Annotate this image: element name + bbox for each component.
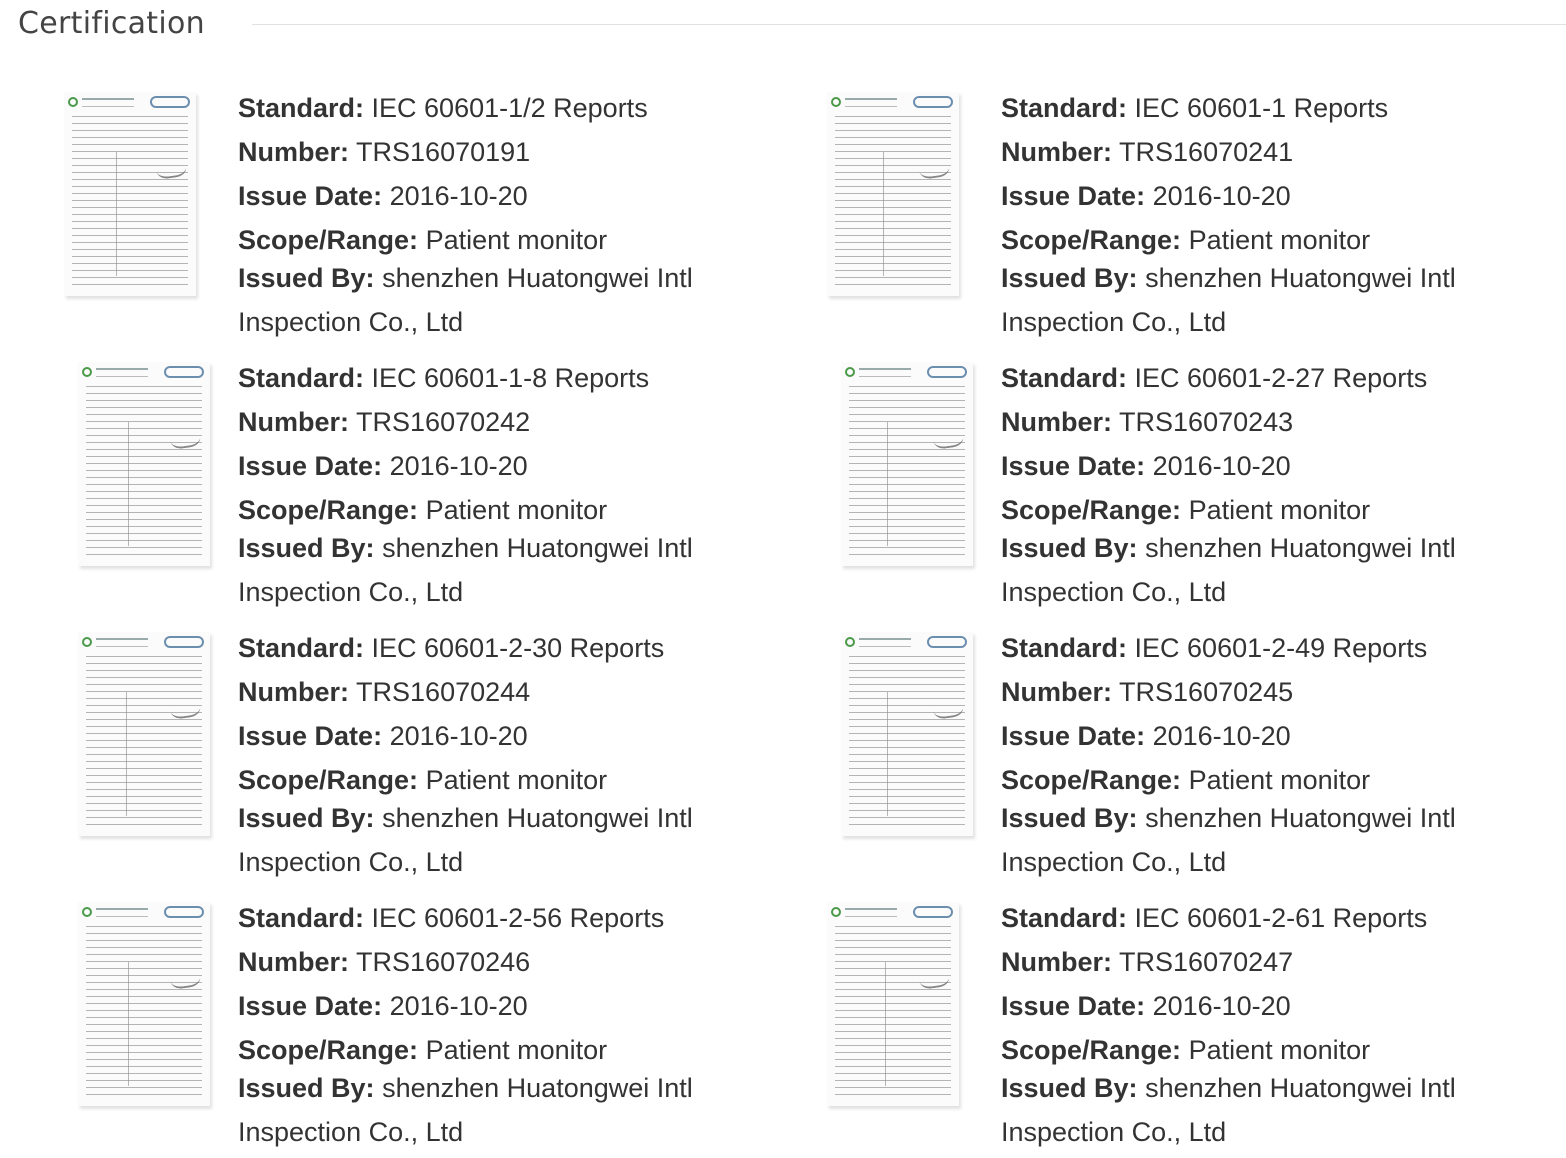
scope-value: Patient monitor xyxy=(425,765,608,795)
lab-logo-icon xyxy=(831,907,841,917)
standard-value: IEC 60601-2-61 Reports xyxy=(1134,903,1428,933)
accreditation-logo-icon xyxy=(927,366,967,378)
issue-date-value: 2016-10-20 xyxy=(1152,451,1291,481)
certificate-details: Standard: IEC 60601-1/2 Reports Number: TRS16070191 Issue Date: 2016-10-20 Scope/Range: Patient monitor Issued By: shenzhen Huatongwei Intl Inspection Co., Ltd xyxy=(238,86,758,344)
issue-date-value: 2016-10-20 xyxy=(389,721,528,751)
scope-value: Patient monitor xyxy=(1188,225,1371,255)
report-thumbnail[interactable] xyxy=(841,632,973,836)
section-header xyxy=(0,0,1566,60)
issuer-value-cont: Inspection Co., Ltd xyxy=(1001,847,1227,877)
report-thumbnail[interactable] xyxy=(841,362,973,566)
lab-logo-icon xyxy=(68,97,78,107)
issuer-value-cont: Inspection Co., Ltd xyxy=(238,307,464,337)
section-title: Certification xyxy=(18,6,205,41)
issue-date-value: 2016-10-20 xyxy=(1152,991,1291,1021)
scope-value: Patient monitor xyxy=(425,1035,608,1065)
standard-value: IEC 60601-2-27 Reports xyxy=(1134,363,1428,393)
lab-logo-icon xyxy=(82,637,92,647)
standard-value: IEC 60601-1-8 Reports xyxy=(371,363,650,393)
number-value: TRS16070241 xyxy=(1119,137,1294,167)
number-value: TRS16070245 xyxy=(1119,677,1294,707)
scope-value: Patient monitor xyxy=(1188,495,1371,525)
issuer-value: shenzhen Huatongwei Intl xyxy=(382,1073,693,1103)
issue-date-value: 2016-10-20 xyxy=(389,991,528,1021)
issuer-value-cont: Inspection Co., Ltd xyxy=(238,847,464,877)
report-thumbnail[interactable] xyxy=(78,362,210,566)
issuer-value: shenzhen Huatongwei Intl xyxy=(382,263,693,293)
issuer-value-cont: Inspection Co., Ltd xyxy=(1001,307,1227,337)
number-value: TRS16070191 xyxy=(356,137,531,167)
report-thumbnail[interactable] xyxy=(827,902,959,1106)
number-value: TRS16070244 xyxy=(356,677,531,707)
certificate-details: Standard: IEC 60601-1-8 Reports Number: TRS16070242 Issue Date: 2016-10-20 Scope/Range: Patient monitor Issued By: shenzhen Huatongwei Intl Inspection Co., Ltd xyxy=(238,356,758,614)
lab-logo-icon xyxy=(82,367,92,377)
accreditation-logo-icon xyxy=(150,96,190,108)
scope-value: Patient monitor xyxy=(425,495,608,525)
certificate-details: Standard: IEC 60601-2-49 Reports Number: TRS16070245 Issue Date: 2016-10-20 Scope/Range: Patient monitor Issued By: shenzhen Huatongwei Intl Inspection Co., Ltd xyxy=(1001,626,1521,884)
number-value: TRS16070247 xyxy=(1119,947,1294,977)
certificate-card xyxy=(64,362,764,612)
issuer-value-cont: Inspection Co., Ltd xyxy=(1001,1117,1227,1147)
certificate-details: Standard: IEC 60601-1 Reports Number: TRS16070241 Issue Date: 2016-10-20 Scope/Range: Patient monitor Issued By: shenzhen Huatongwei Intl Inspection Co., Ltd xyxy=(1001,86,1521,344)
lab-logo-icon xyxy=(845,367,855,377)
scope-value: Patient monitor xyxy=(425,225,608,255)
certificate-details: Standard: IEC 60601-2-27 Reports Number: TRS16070243 Issue Date: 2016-10-20 Scope/Range: Patient monitor Issued By: shenzhen Huatongwei Intl Inspection Co., Ltd xyxy=(1001,356,1521,614)
accreditation-logo-icon xyxy=(164,366,204,378)
issue-date-value: 2016-10-20 xyxy=(389,451,528,481)
issue-date-value: 2016-10-20 xyxy=(389,181,528,211)
report-thumbnail[interactable] xyxy=(827,92,959,296)
issuer-value: shenzhen Huatongwei Intl xyxy=(382,533,693,563)
lab-logo-icon xyxy=(845,637,855,647)
scope-value: Patient monitor xyxy=(1188,765,1371,795)
standard-value: IEC 60601-2-56 Reports xyxy=(371,903,665,933)
standard-value: IEC 60601-1 Reports xyxy=(1134,93,1389,123)
standard-value: IEC 60601-2-30 Reports xyxy=(371,633,665,663)
certificate-card xyxy=(64,92,764,342)
accreditation-logo-icon xyxy=(913,906,953,918)
report-thumbnail[interactable] xyxy=(64,92,196,296)
header-divider xyxy=(252,24,1566,25)
report-thumbnail[interactable] xyxy=(78,902,210,1106)
certificate-card xyxy=(64,632,764,882)
issuer-value: shenzhen Huatongwei Intl xyxy=(1145,263,1456,293)
certificate-details: Standard: IEC 60601-2-56 Reports Number: TRS16070246 Issue Date: 2016-10-20 Scope/Range: Patient monitor Issued By: shenzhen Huatongwei Intl Inspection Co., Ltd xyxy=(238,896,758,1154)
number-value: TRS16070246 xyxy=(356,947,531,977)
certificate-card xyxy=(827,92,1527,342)
number-value: TRS16070242 xyxy=(356,407,531,437)
report-thumbnail[interactable] xyxy=(78,632,210,836)
certificate-details: Standard: IEC 60601-2-30 Reports Number: TRS16070244 Issue Date: 2016-10-20 Scope/Range: Patient monitor Issued By: shenzhen Huatongwei Intl Inspection Co., Ltd xyxy=(238,626,758,884)
certificate-details: Standard: IEC 60601-2-61 Reports Number: TRS16070247 Issue Date: 2016-10-20 Scope/Range: Patient monitor Issued By: shenzhen Huatongwei Intl Inspection Co., Ltd xyxy=(1001,896,1521,1154)
accreditation-logo-icon xyxy=(164,636,204,648)
certificate-card xyxy=(827,632,1527,882)
issue-date-value: 2016-10-20 xyxy=(1152,181,1291,211)
standard-value: IEC 60601-1/2 Reports xyxy=(371,93,648,123)
scope-value: Patient monitor xyxy=(1188,1035,1371,1065)
issuer-value: shenzhen Huatongwei Intl xyxy=(1145,533,1456,563)
accreditation-logo-icon xyxy=(927,636,967,648)
issuer-value-cont: Inspection Co., Ltd xyxy=(238,577,464,607)
number-value: TRS16070243 xyxy=(1119,407,1294,437)
issuer-value: shenzhen Huatongwei Intl xyxy=(382,803,693,833)
certificate-card xyxy=(64,902,764,1152)
accreditation-logo-icon xyxy=(164,906,204,918)
accreditation-logo-icon xyxy=(913,96,953,108)
lab-logo-icon xyxy=(82,907,92,917)
issue-date-value: 2016-10-20 xyxy=(1152,721,1291,751)
lab-logo-icon xyxy=(831,97,841,107)
standard-value: IEC 60601-2-49 Reports xyxy=(1134,633,1428,663)
issuer-value-cont: Inspection Co., Ltd xyxy=(238,1117,464,1147)
issuer-value-cont: Inspection Co., Ltd xyxy=(1001,577,1227,607)
certificate-card xyxy=(827,902,1527,1152)
certificate-card xyxy=(827,362,1527,612)
issuer-value: shenzhen Huatongwei Intl xyxy=(1145,803,1456,833)
issuer-value: shenzhen Huatongwei Intl xyxy=(1145,1073,1456,1103)
